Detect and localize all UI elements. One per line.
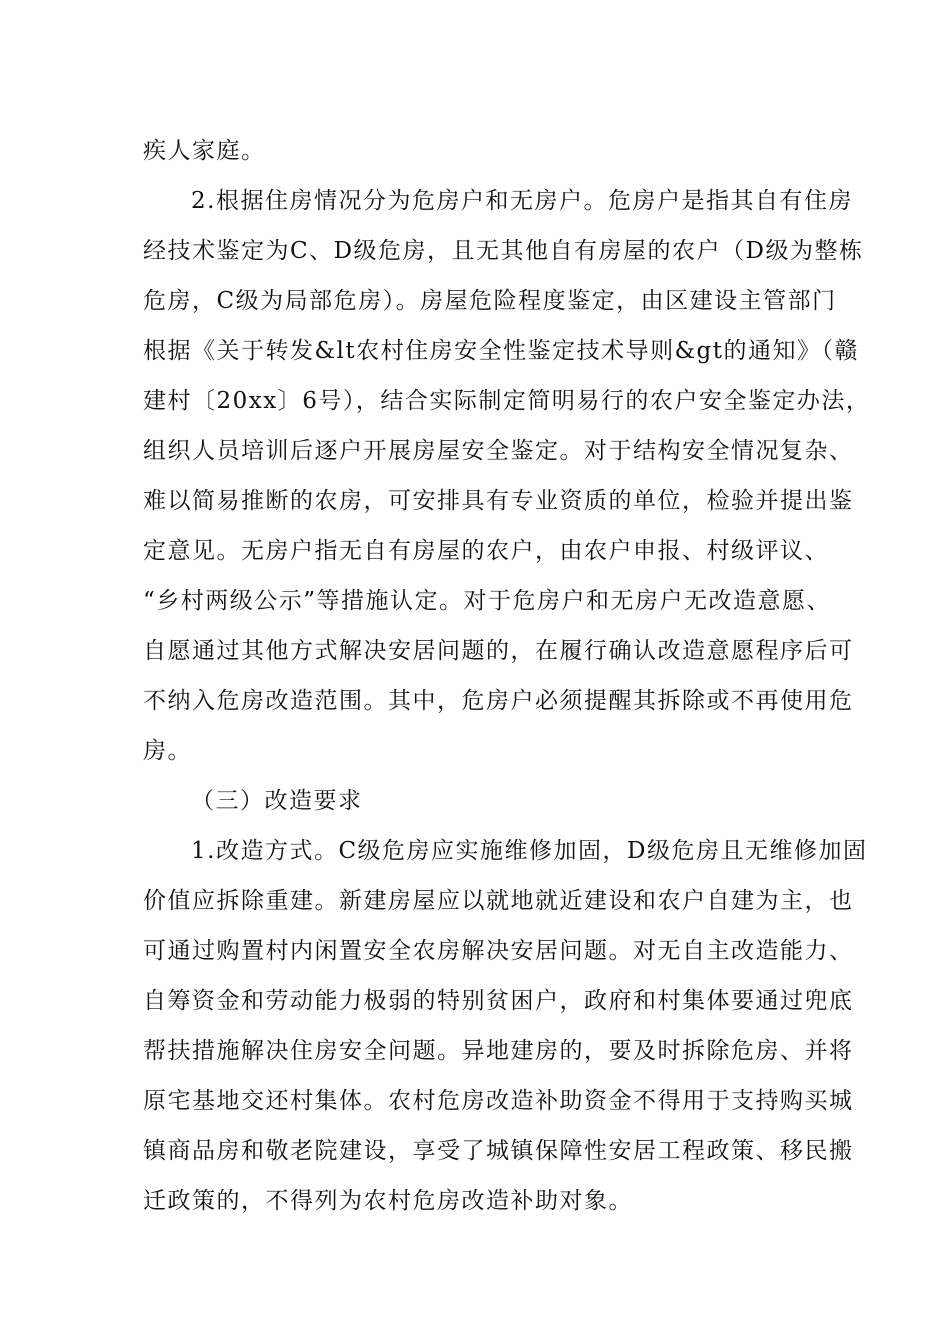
text-line: 定意见。无房户指无自有房屋的农户，由农户申报、村级评议、 xyxy=(143,538,829,564)
text-line: 房。 xyxy=(143,738,192,764)
text-line: 疾人家庭。 xyxy=(143,138,266,164)
text-line: 2.根据住房情况分为危房户和无房户。危房户是指其自有住房 xyxy=(191,188,853,214)
text-line: 价值应拆除重建。新建房屋应以就地就近建设和农户自建为主，也 xyxy=(143,888,854,914)
section-heading: （三）改造要求 xyxy=(191,788,363,814)
text-line: 自筹资金和劳动能力极弱的特别贫困户，政府和村集体要通过兜底 xyxy=(143,988,854,1014)
text-line: 迁政策的，不得列为农村危房改造补助对象。 xyxy=(143,1188,633,1214)
text-line: “乡村两级公示”等措施认定。对于危房户和无房户无改造意愿、 xyxy=(143,588,832,614)
text-line: 危房，C级为局部危房）。房屋危险程度鉴定，由区建设主管部门 xyxy=(143,288,837,314)
text-line: 经技术鉴定为C、D级危房，且无其他自有房屋的农户（D级为整栋 xyxy=(143,238,864,264)
text-line: 建村〔20xx〕6号），结合实际制定简明易行的农户安全鉴定办法， xyxy=(143,388,871,414)
text-line: 可通过购置村内闲置安全农房解决安居问题。对无自主改造能力、 xyxy=(143,938,854,964)
text-line: 不纳入危房改造范围。其中，危房户必须提醒其拆除或不再使用危 xyxy=(143,688,854,714)
text-line: 自愿通过其他方式解决安居问题的，在履行确认改造意愿程序后可 xyxy=(143,638,854,664)
text-line: 1.改造方式。C级危房应实施维修加固，D级危房且无维修加固 xyxy=(191,838,868,864)
text-line: 镇商品房和敬老院建设，享受了城镇保障性安居工程政策、移民搬 xyxy=(143,1138,854,1164)
text-line: 难以简易推断的农房，可安排具有专业资质的单位，检验并提出鉴 xyxy=(143,488,854,514)
text-line: 组织人员培训后逐户开展房屋安全鉴定。对于结构安全情况复杂、 xyxy=(143,438,854,464)
text-line: 帮扶措施解决住房安全问题。异地建房的，要及时拆除危房、并将 xyxy=(143,1038,854,1064)
text-line: 根据《关于转发&lt农村住房安全性鉴定技术导则&gt的通知》（赣 xyxy=(143,338,860,364)
text-line: 原宅基地交还村集体。农村危房改造补助资金不得用于支持购买城 xyxy=(143,1088,854,1114)
